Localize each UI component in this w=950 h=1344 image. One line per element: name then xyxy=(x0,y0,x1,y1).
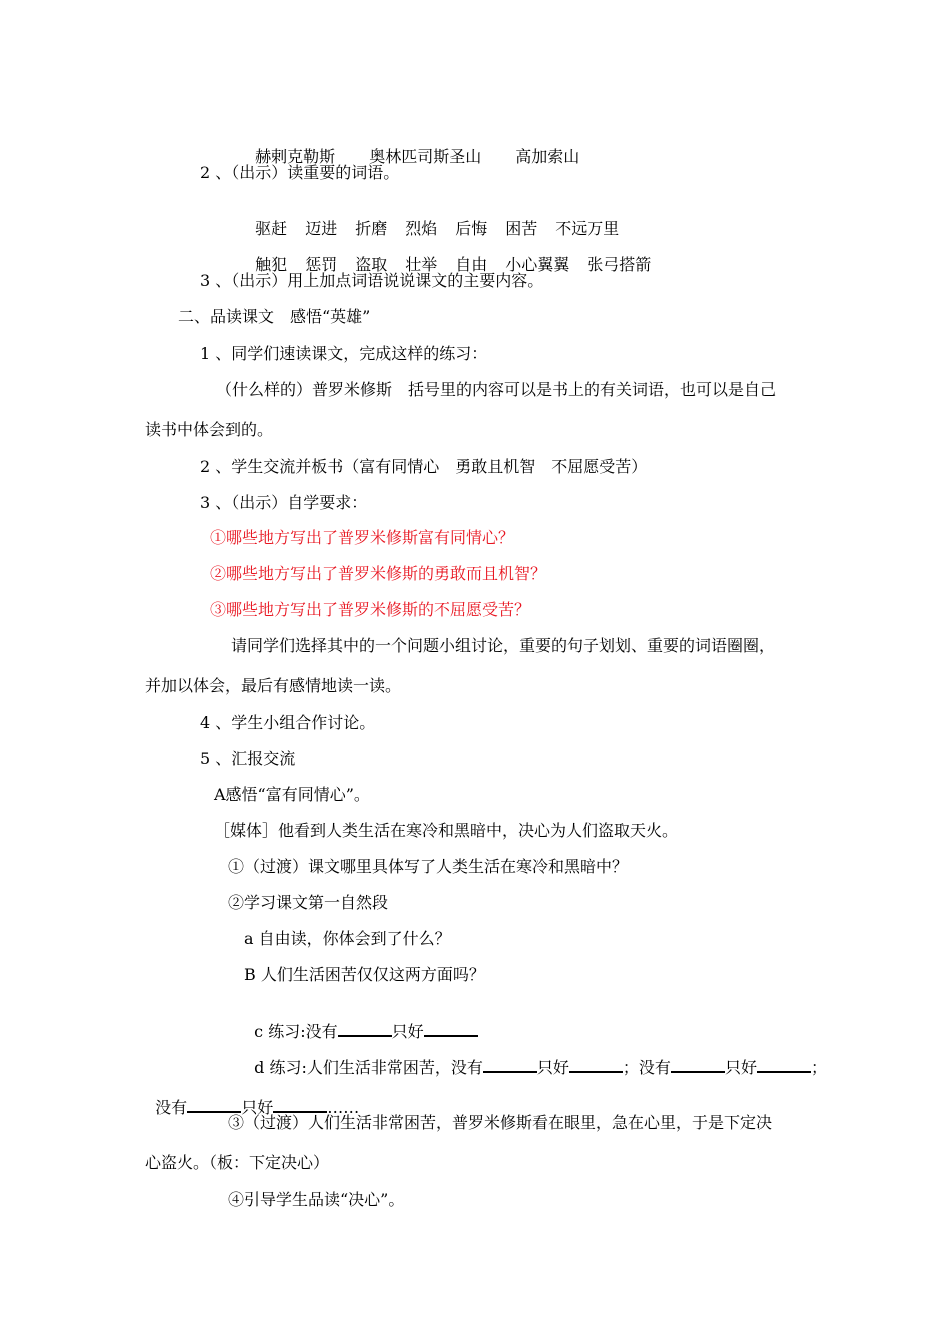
vocab-word: 困苦 xyxy=(505,219,538,238)
transition-3: ③（过渡）人们生活非常困苦，普罗米修斯看在眼里，急在心里，于是下定决 xyxy=(228,1113,773,1132)
guide-reading: ④引导学生品读“决心”。 xyxy=(228,1190,405,1209)
vocab-word: 壮举 xyxy=(405,255,438,274)
section-2-heading: 二、品读课文 感悟“英雄” xyxy=(178,307,371,326)
question-2: ②哪些地方写出了普罗米修斯的勇敢而且机智？ xyxy=(210,564,547,583)
sub-item-d xyxy=(244,1037,827,1077)
study-paragraph-1: ②学习课文第一自然段 xyxy=(228,893,389,912)
vocab-word: 触犯 xyxy=(255,255,288,274)
vocab-word: 盗取 xyxy=(355,255,388,274)
step-2-board: 2 、学生交流并板书（富有同情心 勇敢且机智 不屈愿受苦） xyxy=(200,457,648,476)
exercise-c-prefix: c 练习:没有 xyxy=(254,1022,338,1041)
fill-blank[interactable] xyxy=(757,1057,811,1073)
vocab-word: 后悔 xyxy=(455,219,488,238)
exercise-text: （什么样的）普罗米修斯 括号里的内容可以是书上的有关词语，也可以是自己 xyxy=(216,380,777,399)
fill-blank[interactable] xyxy=(273,1097,327,1113)
fill-blank[interactable] xyxy=(483,1057,537,1073)
step-1-heading: 1 、同学们速读课文，完成这样的练习： xyxy=(200,344,488,363)
vocab-row-1 xyxy=(245,199,620,238)
vocab-word: 不远万里 xyxy=(555,219,620,238)
transition-1: ①（过渡）课文哪里具体写了人类生活在寒冷和黑暗中？ xyxy=(228,857,629,876)
fill-blank[interactable] xyxy=(338,1021,392,1037)
fill-blank[interactable] xyxy=(671,1057,725,1073)
fill-blank[interactable] xyxy=(424,1021,478,1037)
fill-blank[interactable] xyxy=(187,1097,241,1113)
discussion-instruction: 请同学们选择其中的一个问题小组讨论，重要的句子划划、重要的词语圈圈， xyxy=(231,636,776,655)
discussion-instruction-continued: 并加以体会，最后有感情地读一读。 xyxy=(145,676,402,695)
sub-item-a: a 自由读，你体会到了什么？ xyxy=(244,929,451,948)
exercise-c-middle: 只好 xyxy=(391,1022,424,1041)
vocab-word: 自由 xyxy=(455,255,488,274)
place-names-line xyxy=(245,127,580,166)
step-5-heading: 5 、汇报交流 xyxy=(200,749,296,768)
media-line: ［媒体］他看到人类生活在寒冷和黑暗中，决心为人们盗取天火。 xyxy=(214,821,679,840)
exercise-d-text: 只好 xyxy=(241,1098,274,1117)
exercise-d-text: ； xyxy=(810,1058,827,1077)
place-name-caucasus: 高加索山 xyxy=(515,147,580,166)
transition-3-continued: 心盗火。（板：下定决心） xyxy=(145,1153,330,1172)
place-name-olympus: 奥林匹司斯圣山 xyxy=(369,147,482,166)
step-4-heading: 4 、学生小组合作讨论。 xyxy=(200,713,376,732)
exercise-text-continued: 读书中体会到的。 xyxy=(145,420,274,439)
vocab-row-2 xyxy=(245,235,652,274)
exercise-d-text: ；没有 xyxy=(622,1058,671,1077)
step-3-self-study: 3 、（出示）自学要求： xyxy=(200,493,368,512)
sub-item-b: B 人们生活困苦仅仅这两方面吗？ xyxy=(244,965,485,984)
step-3-heading: 3 、（出示）用上加点词语说说课文的主要内容。 xyxy=(200,271,544,290)
vocab-word: 折磨 xyxy=(355,219,388,238)
place-name-heracles: 赫剌克勒斯 xyxy=(255,147,336,166)
exercise-d-text: 只好 xyxy=(724,1058,757,1077)
step-2-heading: 2 、（出示）读重要的词语。 xyxy=(200,163,400,182)
vocab-word: 驱赶 xyxy=(255,219,288,238)
sub-item-c xyxy=(244,1001,478,1041)
vocab-word: 烈焰 xyxy=(405,219,438,238)
fill-blank[interactable] xyxy=(569,1057,623,1073)
exercise-d-text: 只好 xyxy=(536,1058,569,1077)
exercise-d-ellipsis: …… xyxy=(327,1098,360,1117)
vocab-word: 惩罚 xyxy=(305,255,338,274)
exercise-d-text: 没有 xyxy=(155,1098,188,1117)
part-a-heading: A感悟“富有同情心”。 xyxy=(214,785,370,804)
vocab-word: 小心翼翼 xyxy=(505,255,570,274)
vocab-word: 迈进 xyxy=(305,219,338,238)
vocab-word: 张弓搭箭 xyxy=(587,255,652,274)
exercise-d-prefix: d 练习:人们生活非常困苦，没有 xyxy=(254,1058,483,1077)
question-1: ①哪些地方写出了普罗米修斯富有同情心？ xyxy=(210,528,515,547)
sub-item-d-continued xyxy=(145,1077,360,1117)
question-3: ③哪些地方写出了普罗米修斯的不屈愿受苦？ xyxy=(210,600,531,619)
